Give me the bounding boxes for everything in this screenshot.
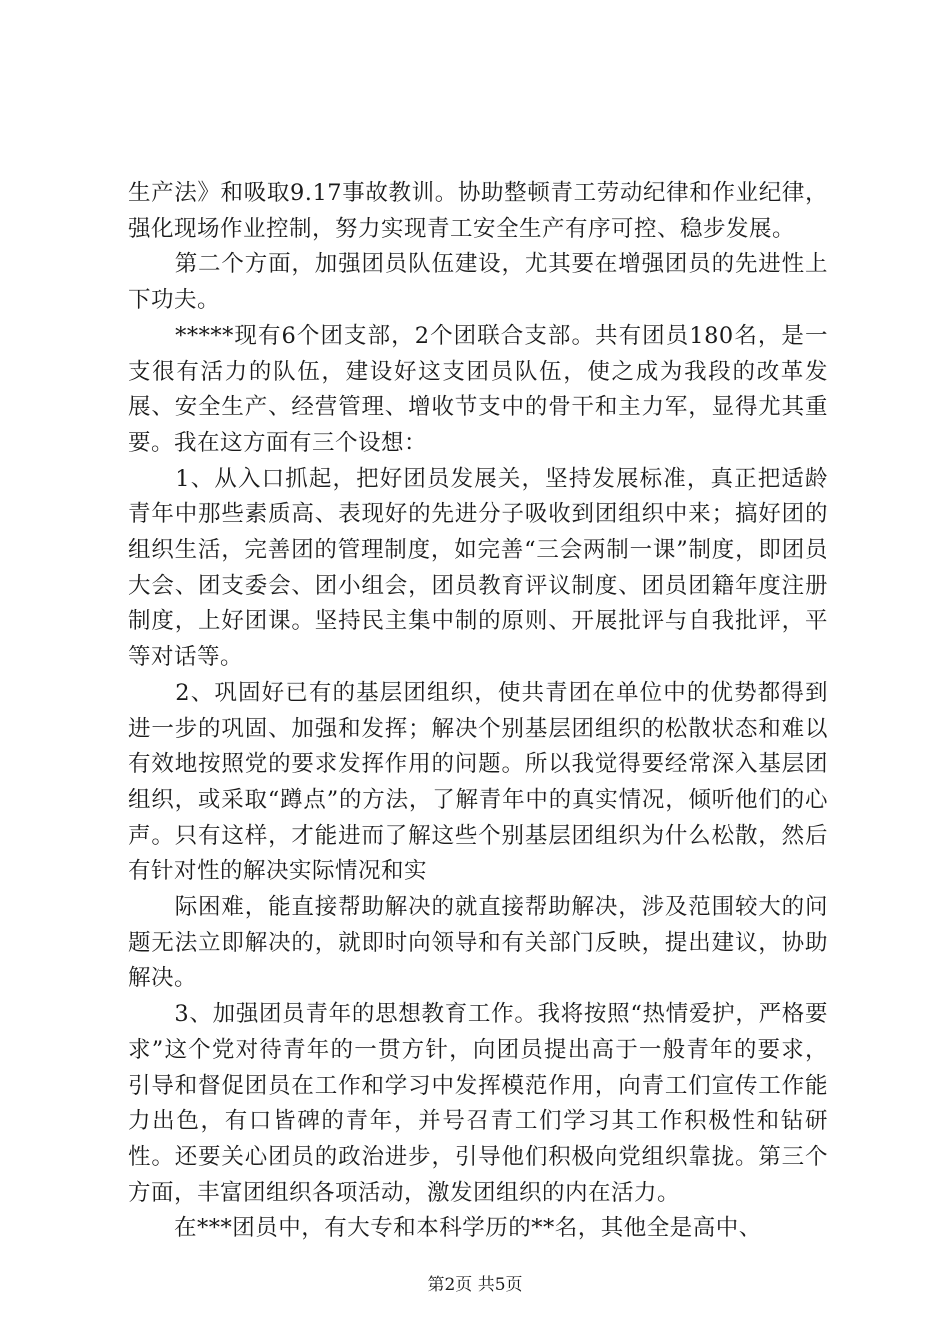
paragraph-1: 生产法》和吸取9.17事故教训。协助整顿青工劳动纪律和作业纪律，强化现场作业控制，努力实现青工安全生产有序可控、稳步发展。 [128, 180, 828, 242]
paragraph-4: 1、从入口抓起，把好团员发展关，坚持发展标准，真正把适龄青年中那些素质高、表现好的先进分子吸收到团组织中来；搞好团的组织生活，完善团的管理制度，如完善“三会两制一课”制度，即团员大会、团支委会、团小组会，团员教育评议制度、团员团籍年度注册制度，上好团课。坚持民主集中制的原则、开展批评与自我批评，平等对话等。 [128, 465, 828, 671]
paragraph-5: 2、巩固好已有的基层团组织，使共青团在单位中的优势都得到进一步的巩固、加强和发挥；解决个别基层团组织的松散状态和难以有效地按照党的要求发挥作用的问题。所以我觉得要经常深入基层团组织，或采取“蹲点”的方法，了解青年中的真实情况，倾听他们的心声。只有这样，才能进而了解这些个别基层团组织为什么松散，然后有针对性的解决实际情况和实 [128, 679, 828, 885]
paragraph-3: *****现有6个团支部，2个团联合支部。共有团员180名，是一支很有活力的队伍，建设好这支团员队伍，使之成为我段的改革发展、安全生产、经营管理、增收节支中的骨干和主力军，显得尤其重要。我在这方面有三个设想： [128, 322, 828, 456]
document-body [128, 176, 828, 1247]
paragraph-8: 在***团员中，有大专和本科学历的**名，其他全是高中、 [128, 1215, 762, 1242]
paragraph-6: 际困难，能直接帮助解决的就直接帮助解决，涉及范围较大的问题无法立即解决的，就即时向领导和有关部门反映，提出建议，协助解决。 [128, 894, 828, 992]
page-footer: 第2页 共5页 [427, 1275, 523, 1295]
paragraph-7: 3、加强团员青年的思想教育工作。我将按照“热情爱护，严格要求”这个党对待青年的一贯方针，向团员提出高于一般青年的要求，引导和督促团员在工作和学习中发挥模范作用，向青工们宣传工作能力出色，有口皆碑的青年，并号召青工们学习其工作积极性和钻研性。还要关心团员的政治进步，引导他们积极向党组织靠拢。第三个方面，丰富团组织各项活动，激发团组织的内在活力。 [128, 1001, 828, 1206]
paragraph-2: 第二个方面，加强团员队伍建设，尤其要在增强团员的先进性上下功夫。 [128, 251, 828, 314]
